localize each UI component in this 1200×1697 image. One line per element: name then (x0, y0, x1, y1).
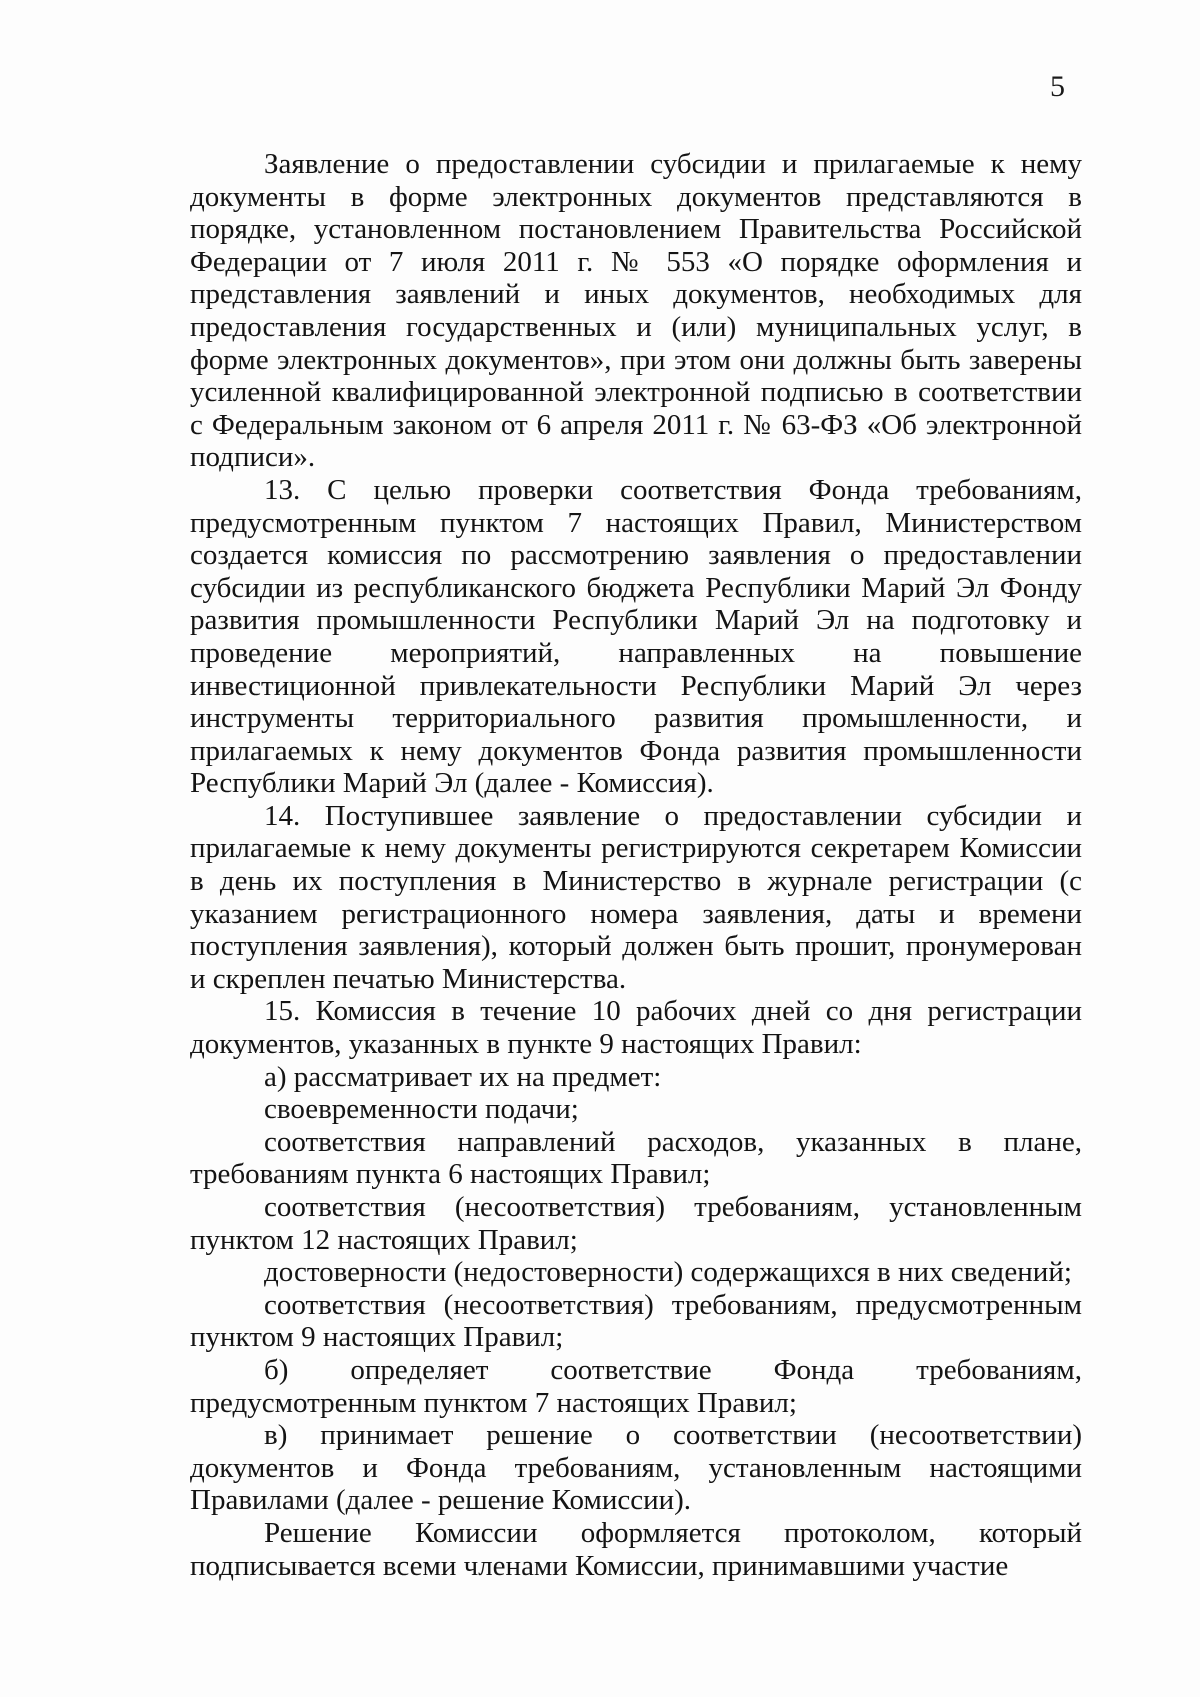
item-a: а) рассматривает их на предмет: (264, 1060, 662, 1093)
item-a-timeliness: своевременности подачи; (264, 1093, 579, 1126)
paragraph-13: 13. С целью проверки соответствия Фонда требованиям, предусмотренным пунктом 7 настоящих Правил, Министерством создается комиссия по рассмотрению заявления о предоставлении субсидии из республиканского бюджета Республики Марий Эл Фонду развития промышленности Республики Марий Эл на подготовку и проведение мероприятий, направленных на повышение инвестиционной привлекательности Республики Марий Эл через инструменты территориального развития промышленности, и прилагаемых к нему документов Фонда развития промышленности Республики Марий Эл (далее - Комиссия). (190, 473, 1082, 800)
item-v: в) принимает решение о соответствии (несоответствии) документов и Фонда требованиям, установленным настоящими Правилами (далее - решение Комиссии). (190, 1419, 1082, 1517)
item-b: б) определяет соответствие Фонда требованиям, предусмотренным пунктом 7 настоящих Правил; (190, 1353, 1082, 1419)
paragraph-commission-decision: Решение Комиссии оформляется протоколом, который подписывается всеми членами Комиссии, принимавшими участие (190, 1516, 1082, 1582)
paragraph-electronic-documents: Заявление о предоставлении субсидии и прилагаемые к нему документы в форме электронных документов представляются в порядке, установленном постановлением Правительства Российской Федерации от 7 июля 2011 г. № 553 «О порядке оформления и представления заявлений и иных документов, необходимых для предоставления государственных и (или) муниципальных услуг, в форме электронных документов», при этом они должны быть заверены усиленной квалифицированной электронной подписью в соответствии с Федеральным законом от 6 апреля 2011 г. № 63-ФЗ «Об электронной подписи». (190, 148, 1082, 474)
item-a-reliability: достоверности (недостоверности) содержащихся в них сведений; (264, 1256, 1072, 1289)
page-number: 5 (1050, 70, 1065, 103)
paragraph-14: 14. Поступившее заявление о предоставлении субсидии и прилагаемые к нему документы регистрируются секретарем Комиссии в день их поступления в Министерство в журнале регистрации (с указанием регистрационного номера заявления, даты и времени поступления заявления), который должен быть прошит, пронумерован и скреплен печатью Министерства. (190, 799, 1082, 995)
item-a-requirements-12: соответствия (несоответствия) требованиям, установленным пунктом 12 настоящих Правил; (190, 1191, 1082, 1256)
item-a-expense-directions: соответствия направлений расходов, указанных в плане, требованиям пункта 6 настоящих Правил; (190, 1125, 1082, 1191)
item-a-requirements-9: соответствия (несоответствия) требованиям, предусмотренным пунктом 9 настоящих Правил; (190, 1288, 1082, 1354)
paragraph-15: 15. Комиссия в течение 10 рабочих дней со дня регистрации документов, указанных в пункте 9 настоящих Правил: (190, 995, 1082, 1061)
document-body (190, 148, 1082, 1582)
